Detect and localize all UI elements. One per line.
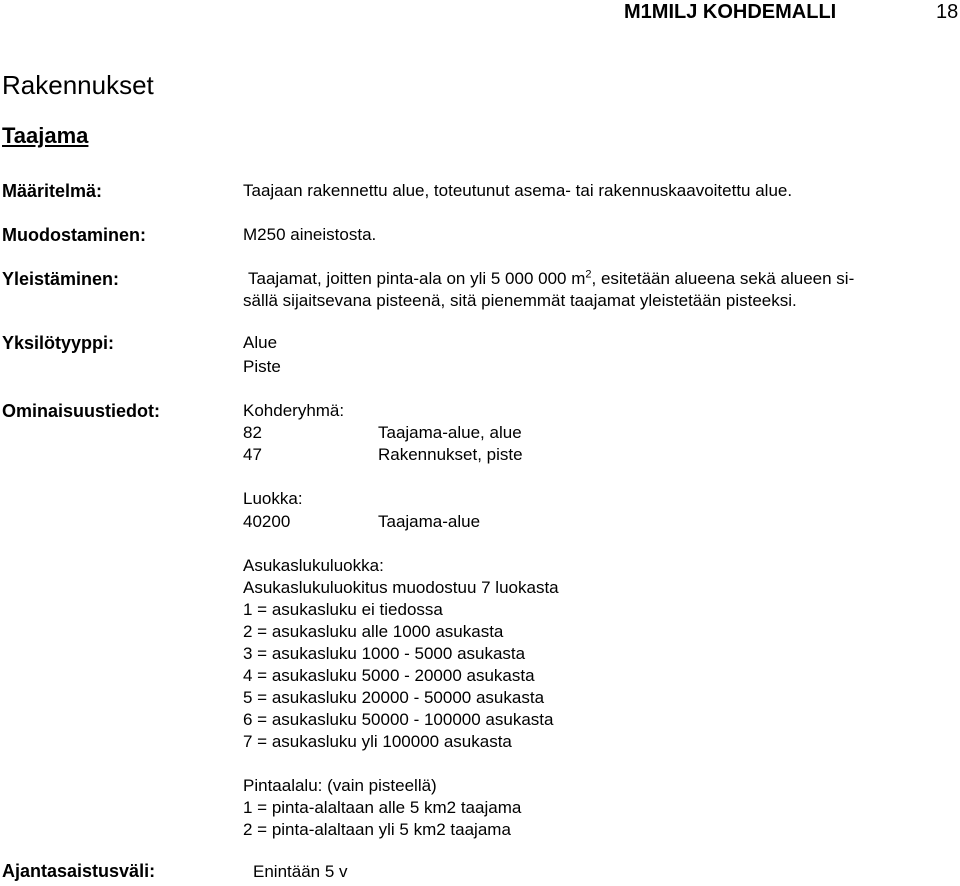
asukaslukuluokka-line: 4 = asukasluku 5000 - 20000 asukasta — [243, 666, 535, 685]
value-yleistaminen-line2: sällä sijaitsevana pisteenä, sitä pienemmät taajamat yleistetään pisteeksi. — [243, 291, 797, 310]
label-yleistaminen: Yleistäminen: — [2, 269, 120, 289]
asukaslukuluokka-line: 6 = asukasluku 50000 - 100000 asukasta — [243, 710, 554, 729]
label-ajantasaistusvali: Ajantasaistusväli: — [2, 861, 156, 881]
kohderyhma-text: Taajama-alue, alue — [378, 423, 522, 442]
document-header-title: M1MILJ KOHDEMALLI — [624, 1, 837, 23]
kohderyhma-text: Rakennukset, piste — [378, 445, 523, 464]
yleistaminen-text-a: Taajamat, joitten pinta-ala on yli 5 000 000 m — [248, 269, 586, 288]
asukaslukuluokka-heading: Asukaslukuluokka: — [243, 556, 384, 575]
asukaslukuluokka-line: 1 = asukasluku ei tiedossa — [243, 600, 443, 619]
luokka-code: 40200 — [243, 512, 291, 531]
label-yksilotyyppi: Yksilötyyppi: — [2, 333, 115, 353]
page-number: 18 — [936, 1, 959, 23]
pintaalalu-line: 2 = pinta-alaltaan yli 5 km2 taajama — [243, 820, 511, 839]
value-yleistaminen-line1 — [248, 269, 854, 289]
yksilotyyppi-alue: Alue — [243, 333, 278, 352]
kohderyhma-code: 47 — [243, 445, 262, 464]
value-maaritelma: Taajaan rakennettu alue, toteutunut asema- tai rakennuskaavoitettu alue. — [243, 181, 793, 200]
kohderyhma-code: 82 — [243, 423, 262, 442]
subsection-title: Taajama — [2, 123, 89, 148]
asukaslukuluokka-line: 2 = asukasluku alle 1000 asukasta — [243, 622, 504, 641]
value-ajantasaistusvali: Enintään 5 v — [253, 862, 348, 881]
asukaslukuluokka-line: 7 = asukasluku yli 100000 asukasta — [243, 732, 512, 751]
luokka-text: Taajama-alue — [378, 512, 481, 531]
label-maaritelma: Määritelmä: — [2, 181, 103, 201]
kohderyhma-heading: Kohderyhmä: — [243, 401, 345, 420]
section-title: Rakennukset — [2, 70, 154, 100]
asukaslukuluokka-line: 3 = asukasluku 1000 - 5000 asukasta — [243, 644, 526, 663]
label-muodostaminen: Muodostaminen: — [2, 225, 146, 245]
pintaalalu-heading: Pintaalalu: (vain pisteellä) — [243, 776, 437, 795]
yksilotyyppi-piste: Piste — [243, 357, 281, 376]
pintaalalu-line: 1 = pinta-alaltaan alle 5 km2 taajama — [243, 798, 522, 817]
value-muodostaminen: M250 aineistosta. — [243, 225, 377, 244]
asukaslukuluokka-line: 5 = asukasluku 20000 - 50000 asukasta — [243, 688, 545, 707]
label-ominaisuustiedot: Ominaisuustiedot: — [2, 401, 161, 421]
luokka-heading: Luokka: — [243, 489, 303, 508]
superscript-2: 2 — [585, 268, 592, 281]
asukaslukuluokka-line: Asukaslukuluokitus muodostuu 7 luokasta — [243, 578, 559, 597]
yleistaminen-text-b: , esitetään alueena sekä alueen si- — [591, 269, 855, 288]
